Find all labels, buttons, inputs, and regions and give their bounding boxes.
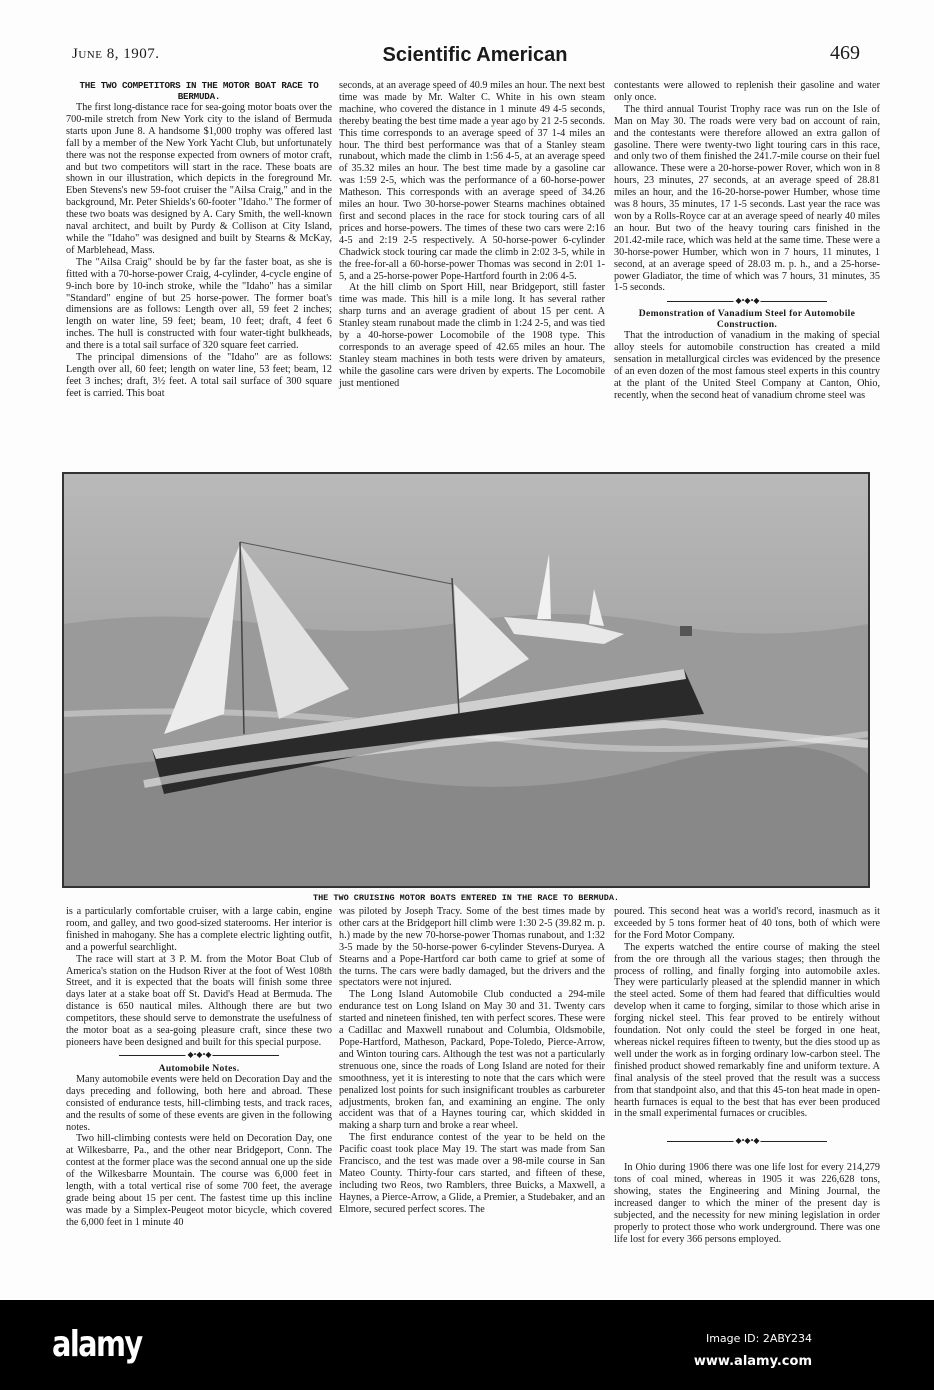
paragraph: seconds, at an average speed of 40.9 miles an hour. The next best time was made by Mr. Walter C. White in his own steam machine, who covered the distance in 1 minute 49 4-5 seconds, thereby beating the best time made a year ago by 21 2-5 seconds. This time corresponds to an average speed of 37 1-4 miles an hour. The third best performance was that of a Stanley steam runabout, which made the climb in 1:56 4-5, at an average speed of 35.32 miles an hour. The best time made by a gasoline car was 1:59 2-5, which was the performance of a 60-horse-power Matheson. This corresponds with an average speed of 34.26 miles an hour. Two 30-horse-power Stearns machines obtained first and second places in the race for stock touring cars of all prices and horse-powers. The times of these two cars were 2:16 4-5 and 2:19 2-5 respectively. A 50-horse-power 6-cylinder Chadwick stock touring car made the climb in 2:02 3-5, while in the free-for-all a 60-horse-power Thomas was second in 2:01 1-5, and a 25-horse-power Pope-Hartford fourth in 2:06 4-5. (339, 80, 605, 282)
boat-illustration (62, 472, 870, 888)
image-id: Image ID: 2ABY234 (705, 1332, 812, 1345)
paragraph: The first long-distance race for sea-going motor boats over the 700-mile stretch from New York city to the island of Bermuda starts upon June 8. A handsome $1,000 trophy was offered last fall by a member of the New York Yacht Club, but unfortunately there was not the response expected from owners of motor craft, and but two competitors will start in the race. These boats are shown in our illustration, which depicts in the foreground Mr. Eben Stevens's new 59-foot cruiser the "Ailsa Craig," and in the background, Mr. Peter Shields's 60-footer "Idaho." The former of these two boats was designed by A. Cary Smith, the well-known naval architect, and built by Purdy & Collison at City Island, while the "Idaho" was designed and built by Stearns & McKay, of Marblehead, Mass. (66, 102, 333, 256)
watermark-bar (0, 1300, 934, 1390)
illustration-caption: THE TWO CRUISING MOTOR BOATS ENTERED IN THE RACE TO BERMUDA. (312, 893, 620, 903)
column-middle-top (339, 80, 605, 390)
section-heading: Automobile Notes. (158, 1062, 240, 1074)
column-left-bottom (66, 906, 332, 1229)
watermark-url: www.alamy.com (693, 1354, 812, 1369)
column-right-bottom (614, 906, 880, 1246)
paragraph: was piloted by Joseph Tracy. Some of the best times made by other cars at the Bridgeport hill climb were 1:30 2-5 (39.82 m. p. h.) made by the new 70-horse-power Thomas runabout, and 1:32 3-5 made by the 50-horse-power 6-cylinder Stevens-Duryea. A Stearns and a Pope-Hartford car both came to grief at some of the turns. The cars were badly damaged, but the drivers and the spectators were not injured. (339, 906, 605, 989)
issue-date: June 8, 1907. (72, 46, 160, 62)
page-number: 469 (830, 42, 860, 64)
paragraph: The first endurance contest of the year to be held on the Pacific coast took place May 19. The start was made from San Francisco, and the test was made over a 98-mile course in San Mateo County. Thirty-four cars started, and fifteen of these, including two Reos, two Ramblers, three Buicks, a Maxwell, a Haynes, a Pierce-Arrow, a Glide, a Premier, a Studebaker, and an Elmore, secured perfect scores. The (339, 1132, 605, 1215)
paragraph: At the hill climb on Sport Hill, near Bridgeport, still faster time was made. This hill is a mile long. It has several rather sharp turns and an average gradient of about 15 per cent. A Stanley steam runabout made the climb in 1:24 2-5, and was tied by a 40-horse-power Locomobile of the 1908 type. This corresponds to an average speed of 42.65 miles an hour. The Stanley steam machines in both tests were driven by amateurs, while the gasoline cars were driven by experts. The Locomobile just mentioned (339, 282, 605, 389)
alamy-logo: alamy (52, 1324, 142, 1365)
article-heading: THE TWO COMPETITORS IN THE MOTOR BOAT RACE TO BERMUDA. (79, 80, 319, 102)
column-middle-bottom (339, 906, 605, 1216)
paragraph: That the introduction of vanadium in the making of special alloy steels for automobile construction has created a mild sensation in metallurgical circles was evidenced by the presence of an even dozen of the most famous steel experts in this country at the plant of the United Steel Company at Canton, Ohio, recently, when the second heat of vanadium chrome steel was (614, 330, 880, 401)
paragraph: poured. This second heat was a world's record, inasmuch as it exceeded by 5 tons former heat of 40 tons, both of which were for the Ford Motor Company. (614, 906, 880, 941)
paragraph: The Long Island Automobile Club conducted a 294-mile endurance test on Long Island on May 30 and 31. Twenty cars started and nineteen finished, ten with perfect scores. These were a Cadillac and Maxwell runabout and Columbia, Oldsmobile, Pope-Hartford, Matheson, Packard, Pope-Toledo, Pierce-Arrow, and Winton touring cars. Although the test was not a particularly strenuous one, since the roads of Long Island are noted for their smoothness, yet it is interesting to note that the cars which were penalized lost points for such insignificant troubles as carbureter adjustments, broken fan, and examining an engine. The only accident was that of a Haynes touring car, which skidded in making a sharp turn and broke a rear wheel. (339, 989, 605, 1132)
masthead: Scientific American (382, 44, 568, 66)
section-divider (614, 294, 880, 308)
article-motor-boat-race (66, 80, 332, 400)
paragraph: The race will start at 3 P. M. from the Motor Boat Club of America's station on the Hudson River at the foot of West 108th Street, and it is expected that the boats will finish some three days later at a stake boat off St. David's Head at Bermuda. The distance is 650 nautical miles. Although there are but two competitors, these should serve to demonstrate the usefulness of the motor boat as a sea-going pleasure craft, since these two pioneers have been designed and built for this special purpose. (66, 953, 332, 1048)
column-right-top (614, 80, 880, 402)
paragraph: The "Ailsa Craig" should be by far the faster boat, as she is fitted with a 70-horse-power Craig, 4-cylinder, 4-cycle engine of 9-inch bore by 10-inch stroke, while the "Idaho" has a similar "Standard" engine of but 25 horse-power. The former boat's dimensions are as follows: Length over all, 59 feet 2 inches; length on water line, 59 feet; beam, 10 feet; draft, 4 feet 6 inches. The hull is constructed with four water-tight bulkheads, and there is a total sail surface of 320 square feet carried. (66, 256, 332, 352)
boats-at-sea-image (64, 474, 868, 886)
paragraph: contestants were allowed to replenish their gasoline and water only once. (614, 80, 880, 103)
paragraph: In Ohio during 1906 there was one life lost for every 214,279 tons of coal mined, whereas in 1905 it was 226,628 tons, showing, states the Engineering and Mining Journal, the increased danger to which the miner of the present day is subjected, and the necessity for new mining legislation in order properly to protect those who work underground. There was one life lost for every 366 persons employed. (614, 1162, 880, 1245)
section-heading: Demonstration of Vanadium Steel for Automobile Construction. (638, 308, 856, 331)
paragraph: The experts watched the entire course of making the steel from the ore through all the various stages; then through the process of rolling, and finally forging into automobile axles. They were particularly pleased at the splendid manner in which the steel acted. Some of them had feared that difficulties would develop when it came to forging, similar to those which arise in forging nickel steel. This fear proved to be entirely without foundation. Not only could the steel be forged in one heat, whereas nickel requires fifteen to twenty, but the dies stood up as well under the work as in forging ordinary low-carbon steel. The finished product showed remarkably fine and uniform texture. A final analysis of the steel proved that the result was a success from that standpoint also, and that this 45-ton heat made in open-hearth furnaces is equal to the best that has ever been produced in the small experimental furnaces or crucibles. (614, 941, 880, 1120)
paragraph: The third annual Tourist Trophy race was run on the Isle of Man on May 30. The roads were very bad on account of rain, and the contestants were therefore allowed an extra gallon of gasoline. There were twenty-two light touring cars in this race, and only two of them finished the 241.7-mile course on their fuel allowance. These were a 20-horse-power Rover, which won in 8 hours, 23 minutes, 27 seconds, at an average speed of 28.81 miles an hour, and the 16-20-horse-power Humber, whose time was 8 hours, 35 minutes, 17 1-5 seconds. Last year the race was won by a Rolls-Royce car at an average speed of nearly 40 miles an hour. But two of the heavy touring cars finished in the 201.42-mile race, which was held at the same time. These were a 30-horse-power Humber, which won in 7 hours, 11 minutes, 1 second, at an average speed of 28.03 m. p. h., and a 25-horse-power Gladiator, the time of which was 7 hours, 31 minutes, 35 1-5 seconds. (614, 103, 880, 294)
paragraph: is a particularly comfortable cruiser, with a large cabin, engine room, and galley, and two good-sized staterooms. Her interior is finished in mahogany. She has a complete electric lighting outfit, and a powerful searchlight. (66, 906, 332, 953)
section-divider (66, 1049, 332, 1063)
paragraph: Two hill-climbing contests were held on Decoration Day, one at Wilkesbarre, Pa., and the other near Bridgeport, Conn. The contest at the former place was the second annual one up the side of the Wilkesbarre Mountain. The course was 6,000 feet in length, with a total vertical rise of some 700 feet, the average grade being about 15 per cent. The fastest time up this incline was made by a Simplex-Peugeot motor bicycle, which covered the 6,000 feet in 1 minute 40 (66, 1133, 332, 1228)
paragraph: The principal dimensions of the "Idaho" are as follows: Length over all, 60 feet; length on water line, 53 feet; beam, 12 feet 3 inches; draft, 3½ feet. A total sail surface of 300 square feet is carried. This boat (66, 352, 332, 399)
section-divider (614, 1134, 880, 1148)
paragraph: Many automobile events were held on Decoration Day and the days preceding and following, both here and abroad. These consisted of endurance tests, hill-climbing tests, and track races, and the results of some of these events are given in the following notes. (66, 1073, 332, 1133)
